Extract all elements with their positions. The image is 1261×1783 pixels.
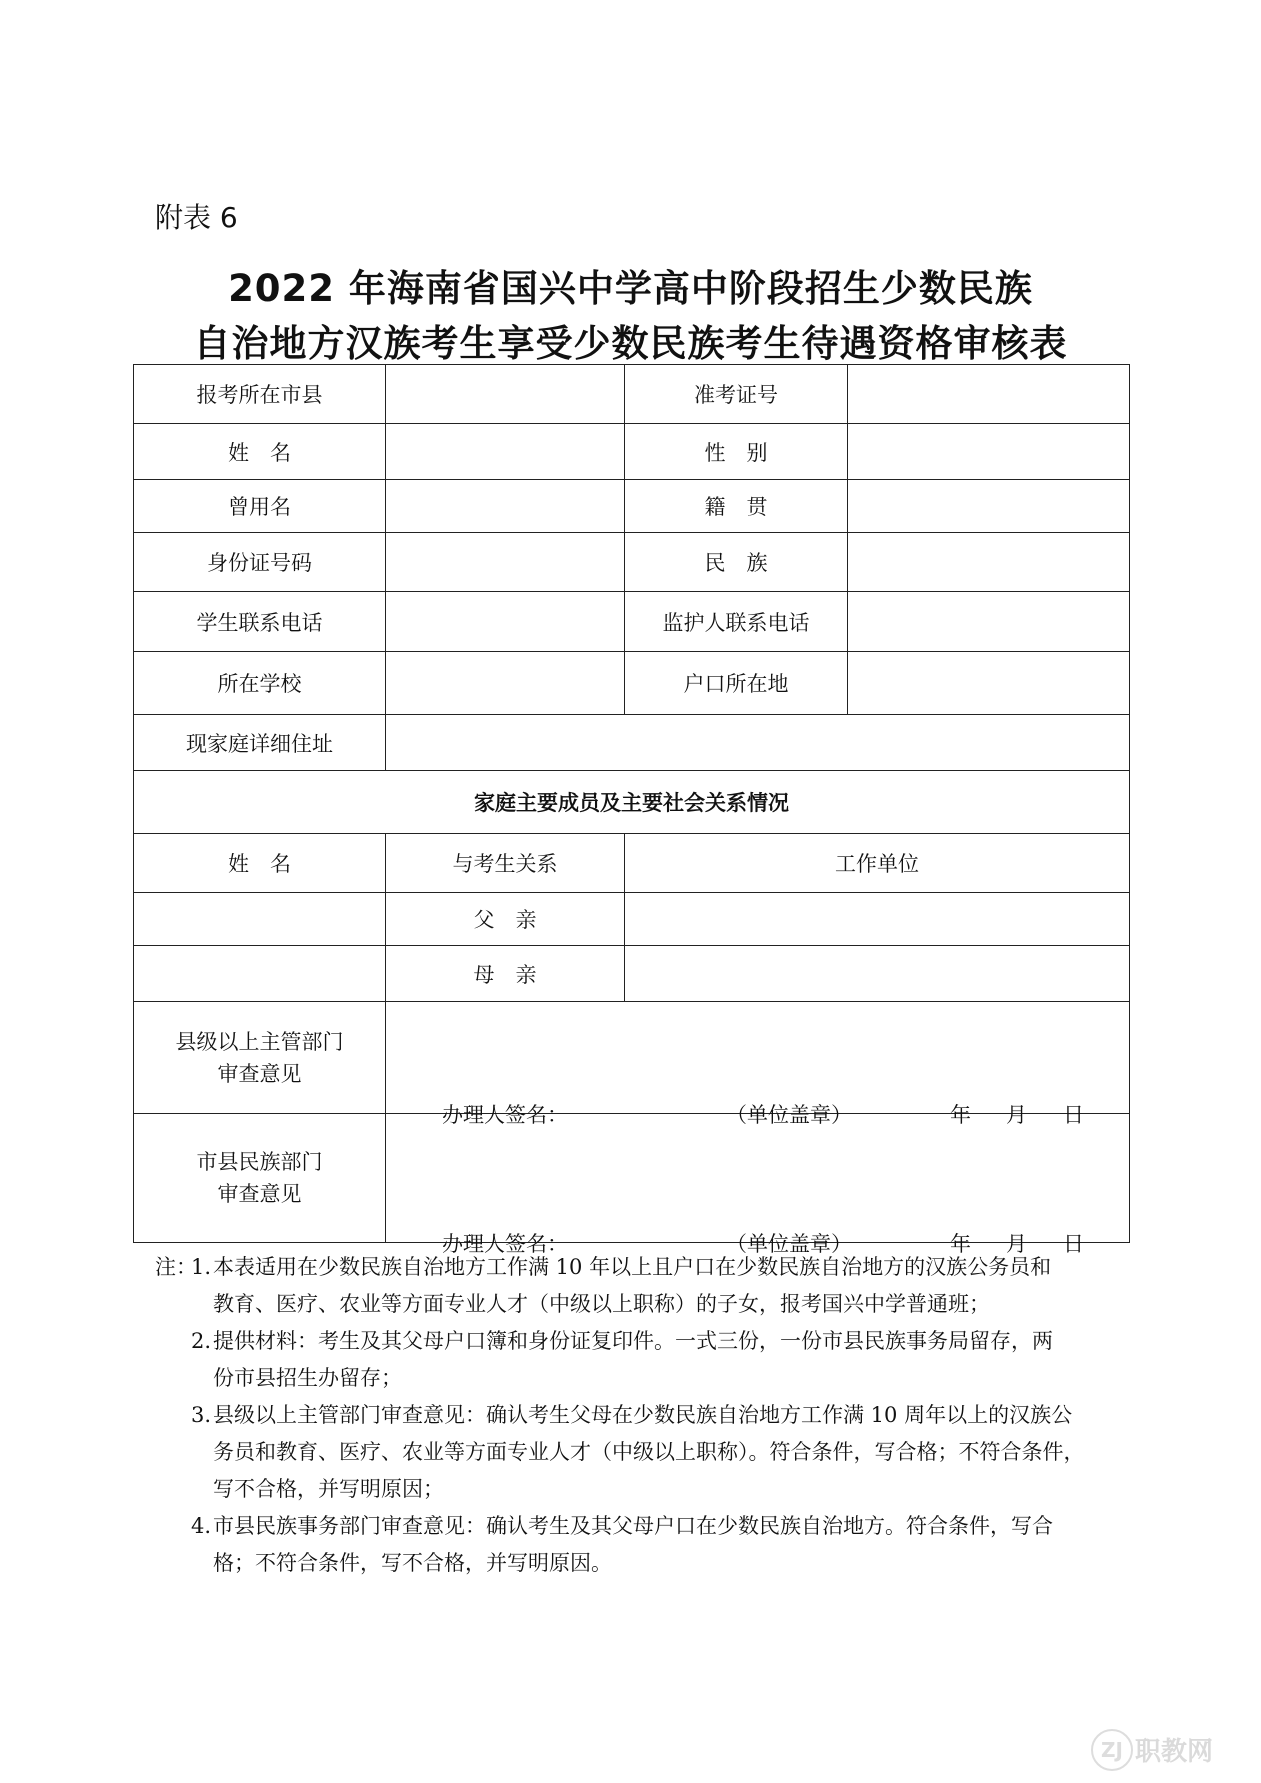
appendix-label: 附表 6: [155, 201, 238, 234]
note-line: 份市县招生办留存；: [213, 1366, 402, 1390]
ethnic-dept-review-cell[interactable]: [386, 1114, 1130, 1256]
table-row: [134, 1114, 1130, 1243]
household-input-cell[interactable]: [848, 652, 1130, 715]
ethnic-dept-label-line2: 审查意见: [217, 1182, 302, 1206]
note-line: 本表适用在少数民族自治地方工作满 10 年以上且户口在少数民族自治地方的汉族公务员和: [213, 1255, 1052, 1279]
seal-label: （单位盖章）: [726, 1103, 852, 1127]
label-name: 姓 名: [134, 424, 386, 480]
day-label: 日: [1063, 1103, 1084, 1127]
mother-name-cell[interactable]: [134, 946, 386, 1002]
label-county: 报考所在市县: [134, 365, 386, 424]
mother-work-cell[interactable]: [625, 946, 1130, 1002]
former-name-input-cell[interactable]: [386, 480, 625, 533]
signer-label: 办理人签名：: [442, 1232, 568, 1256]
day-label: 日: [1063, 1232, 1084, 1256]
note-line: 提供材料：考生及其父母户口簿和身份证复印件。一式三份，一份市县民族事务局留存，两: [213, 1329, 1053, 1353]
note-line: 教育、医疗、农业等方面专业人才（中级以上职称）的子女，报考国兴中学普通班；: [213, 1292, 990, 1316]
table-row: [134, 424, 1130, 480]
county-dept-label-line1: 县级以上主管部门: [175, 1029, 344, 1054]
note-number: 4.: [191, 1514, 212, 1538]
table-row: [134, 480, 1130, 533]
father-work-cell[interactable]: [625, 893, 1130, 946]
note-number: 3.: [191, 1403, 212, 1427]
note-line: 格；不符合条件，写不合格，并写明原因。: [213, 1551, 612, 1575]
gender-input-cell[interactable]: [848, 424, 1130, 480]
student-phone-input-cell[interactable]: [386, 592, 625, 652]
note-line: 市县民族事务部门审查意见：确认考生及其父母户口在少数民族自治地方。符合条件，写合: [213, 1514, 1053, 1538]
label-id-no: 身份证号码: [134, 533, 386, 592]
watermark-text: 职教网: [1135, 1737, 1214, 1767]
seal-label: （单位盖章）: [726, 1232, 852, 1256]
table-row: [134, 533, 1130, 592]
table-row: [134, 771, 1130, 834]
table-row: [134, 1002, 1130, 1114]
watermark-icon: ZJ: [1091, 1729, 1133, 1771]
county-dept-review-cell[interactable]: [386, 1002, 1130, 1127]
table-row: [134, 893, 1130, 946]
watermark-logo: [1091, 1729, 1241, 1769]
table-row: [134, 592, 1130, 652]
title-line-1: 2022 年海南省国兴中学高中阶段招生少数民族: [228, 267, 1033, 310]
note-line: 县级以上主管部门审查意见：确认考生父母在少数民族自治地方工作满 10 周年以上的汉族公: [213, 1403, 1073, 1427]
ethnic-dept-label-line1: 市县民族部门: [196, 1150, 323, 1174]
year-label: 年: [950, 1232, 971, 1256]
school-input-cell[interactable]: [386, 652, 625, 715]
father-name-cell[interactable]: [134, 893, 386, 946]
native-place-input-cell[interactable]: [848, 480, 1130, 533]
table-row: [134, 715, 1130, 771]
label-ethnicity: 民 族: [625, 533, 848, 592]
label-exam-no: 准考证号: [625, 365, 848, 424]
guardian-phone-input-cell[interactable]: [848, 592, 1130, 652]
relation-father: 父 亲: [386, 893, 625, 946]
county-dept-label-line2: 审查意见: [217, 1061, 302, 1086]
table-row: [134, 946, 1130, 1002]
month-label: 月: [1006, 1103, 1027, 1127]
note-item-3: [155, 1397, 1115, 1508]
county-input-cell[interactable]: [386, 365, 625, 424]
address-input-cell[interactable]: [386, 715, 1130, 771]
label-household: 户口所在地: [625, 652, 848, 715]
label-native-place: 籍 贯: [625, 480, 848, 533]
note-number: 1.: [191, 1255, 212, 1279]
signer-label: 办理人签名：: [442, 1103, 568, 1127]
family-col-relation: 与考生关系: [386, 834, 625, 893]
note-item-2: [155, 1323, 1115, 1397]
county-dept-review-label: [134, 1002, 386, 1114]
note-item-1: [155, 1249, 1115, 1323]
note-line: 写不合格，并写明原因；: [213, 1477, 444, 1501]
notes-prefix: 注：: [155, 1255, 197, 1279]
label-student-phone: 学生联系电话: [134, 592, 386, 652]
note-item-4: [155, 1508, 1115, 1582]
label-former-name: 曾用名: [134, 480, 386, 533]
label-school: 所在学校: [134, 652, 386, 715]
table-row: [134, 652, 1130, 715]
note-line: 务员和教育、医疗、农业等方面专业人才（中级以上职称）。符合条件，写合格；不符合条件，: [213, 1440, 1085, 1464]
year-label: 年: [950, 1103, 971, 1127]
table-row: [134, 834, 1130, 893]
ethnicity-input-cell[interactable]: [848, 533, 1130, 592]
notes-section: [155, 1249, 1115, 1582]
month-label: 月: [1006, 1232, 1027, 1256]
label-guardian-phone: 监护人联系电话: [625, 592, 848, 652]
title-line-2: 自治地方汉族考生享受少数民族考生待遇资格审核表: [193, 322, 1068, 365]
label-address: 现家庭详细住址: [134, 715, 386, 771]
name-input-cell[interactable]: [386, 424, 625, 480]
family-col-work: 工作单位: [625, 834, 1130, 893]
exam-no-input-cell[interactable]: [848, 365, 1130, 424]
id-no-input-cell[interactable]: [386, 533, 625, 592]
note-number: 2.: [191, 1329, 212, 1353]
label-gender: 性 别: [625, 424, 848, 480]
review-form-table: [133, 364, 1130, 1256]
table-row: [134, 365, 1130, 424]
relation-mother: 母 亲: [386, 946, 625, 1002]
ethnic-dept-review-label: [134, 1114, 386, 1243]
family-col-name: 姓 名: [134, 834, 386, 893]
family-section-heading: 家庭主要成员及主要社会关系情况: [134, 771, 1130, 834]
